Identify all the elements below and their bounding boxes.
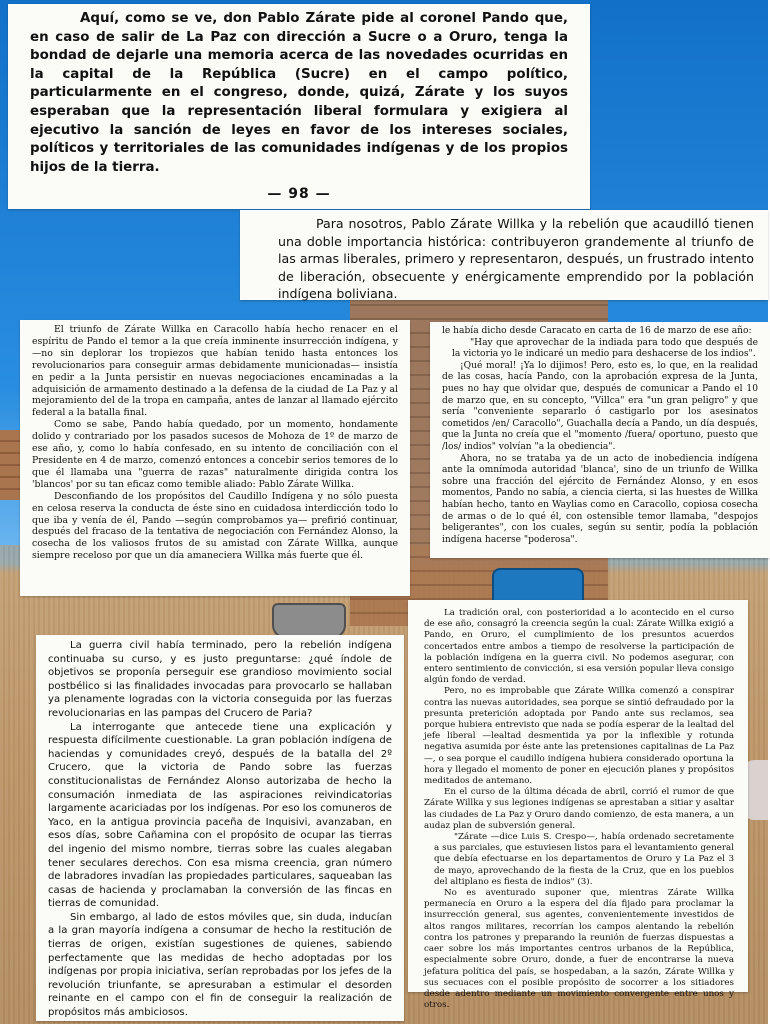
scan-clipping-5 [36,635,404,1021]
scan3-paragraph: Desconfiando de los propósitos del Caudillo Indígena y no sólo puesta en celosa reserva la conducta de éste sino en cuidadosa interdicción todo lo que iba y venía de él, Pando —según comprobamos ya— prefirió continuar, después del fracaso de la tentativa de negociación con Fernández Alonso, la cosecha de los valiosos frutos de su amistad con Zárate Willka, aunque siempre receloso por que un día amaneciera Willka más fuerte que él. [32,490,398,562]
scan3-paragraph: El triunfo de Zárate Willka en Caracollo había hecho renacer en el espíritu de Pando el temor a la que creía inminente insurrección indígena, y —no sin deplorar los tropiezos que habían tenido hasta entonces los revolucionarios para conseguir armas debidamente municionadas— insistía en pedir a la Junta persistir en nuevas negociaciones encaminadas a la adquisición de armamento destinado a la defensa de la ciudad de La Paz y al mejoramiento del de la tropa en campaña, antes de lanzar al llamado ejército federal a la batalla final. [32,324,398,419]
scan-clipping-3 [20,320,410,596]
scan4-quote: "Hay que aprovechar de la indiada para todo que después de la victoria yo le indicaré un medio para deshacerse de los indios". [452,337,758,360]
scan1-text: Aquí, como se ve, don Pablo Zárate pide al coronel Pando que, en caso de salir de La Paz con dirección a Sucre o a Oruro, tenga la bondad de dejarle una memoria acerca de las novedades ocurridas en la capital de la República (Sucre) en el campo político, particularmente en el congreso, donde, quizá, Zárate y los suyos esperaban que la representación liberal formulara y exigiera al ejecutivo la sanción de leyes en favor de los intereses sociales, políticos y territoriales de las comunidades indígenas y de los propios hijos de la tierra. [30,11,568,175]
scan6-paragraph: En el curso de la última década de abril, corrió el rumor de que Zárate Willka y sus legiones indígenas se aprestaban a sitiar y asaltar las ciudades de La Paz y Oruro dando comienzo, de esta manera, a un audaz plan de subversión general. [424,787,734,831]
scan-page-98 [8,4,590,209]
scan6-quote: "Zárate —dice Luis S. Crespo—, había ordenado secretamente a sus parciales, que estuviesen listos para el levantamiento general que debía efectuarse en los departamentos de Oruro y La Paz el 3 de mayo, aprovechando de la fiesta de la Cruz, que en los pueblos del altiplano es fiesta de indios" (3). [434,832,734,887]
page-number: — 98 — [267,186,331,203]
scan5-paragraph: Sin embargo, al lado de estos móviles que, sin duda, inducían a la gran mayoría indígena a consumar de hecho la restitución de tierras de origen, existían sugestiones de quienes, sabiendo perfectamente que las medidas de hecho adoptadas por los indígenas por propia iniciativa, serían reprobadas por los jefes de la revolución triunfante, se apresuraban a estimular el desorden reinante en el campo con el fin de conseguir la realización de propósitos más ambiciosos. [48,911,392,1019]
scan-clipping-4 [430,322,770,558]
scan-clipping-6 [408,600,748,1011]
scan4-intro: le había dicho desde Caracato en carta de 16 de marzo de ese año: [442,326,752,336]
scan6-paragraph: Pero, no es improbable que Zárate Willka comenzó a conspirar contra las nuevas autoridades, sea porque se sintió defraudado por la presunta preterición adoptada por Pando ante sus reclamos, sea porque hubiera entrevisto que nada se podía esperar de la lealtad del jefe liberal —lealtad desmentida ya por la inflexible y rotunda negativa asumida por éste ante las pretensiones capitalinas de La Paz—, o sea porque el caudillo indígena hubiera considerado oportuna la hora y llegado el momento de poner en ejecución planes y propósitos meditados de antemano. [424,686,734,787]
scan5-paragraph: La guerra civil había terminado, pero la rebelión indígena continuaba su curso, y es justo preguntarse: ¿qué índole de objetivos se proponía perseguir ese grandioso movimiento social postbélico si las finalidades invocadas para provocarlo se hallaban ya plenamente logradas con la victoria conseguida por las fuerzas revolucionarias en las pampas del Crucero de Paria? [48,640,392,719]
cooking-pot [272,603,346,639]
scan6-paragraph: La tradición oral, con posterioridad a lo acontecido en el curso de ese año, consagró la creencia según la cual: Zárate Willka exigió a Pando, en Oruro, el cumplimiento de los presuntos acuerdos concertados entre ambos a tiempo de resolverse la participación de la población indígena en la guerra civil. No podemos asegurar, con entero sentimiento de convicción, si esa versión popular lleva consigo algún fondo de verdad. [424,608,734,686]
scan6-paragraph: No es aventurado suponer que, mientras Zárate Willka permanecía en Oruro a la espera del día fijado para proclamar la insurrección general, sus agentes, convenientemente investidos de altos rangos militares, recorrían los campos alentando la rebelión contra los patrones y preparando la reunión de fuerzas dispuestas a caer sobre los más importantes centros urbanos de la República, especialmente sobre Oruro, donde, a fuer de encontrarse la nueva jefatura política del país, se hospedaban, a la sazón, Zárate Willka y sus secuaces con el posible propósito de socorrer a los sitiadores desde adentro mediante un movimiento convergente entre unos y otros. [424,888,734,1011]
adobe-wall-left [0,430,22,500]
scan4-paragraph: ¡Qué moral! ¡Ya lo dijimos! Pero, esto es, lo que, en la realidad de las cosas, hacía Pando, con la aprobación expresa de la Junta, pues no hay que olvidar que, después de comunicar a Pando el 10 de marzo que, en su concepto, "Villca" era "un gran peligro" y que sería "conveniente separarlo ó castigarlo por los asesinatos cometidos /en/ Caracollo", Guachalla decía a Pando, un día después, que la Junta no creía que el "momento /fuera/ oportuno, puesto que /los/ indios" volvían "a la obediencia". [442,360,758,452]
scan5-paragraph: La interrogante que antecede tiene una explicación y respuesta difícilmente cuestionable. La gran población indígena de haciendas y comunidades creyó, después de la batalla del 2º Crucero, que la victoria de Pando sobre las fuerzas constitucionalistas de Fernández Alonso autorizaba de hecho la consumación inmediata de las aspiraciones reivindicatorias largamente acariciadas por los indígenas. Por eso los comuneros de Yaco, en la antigua provincia paceña de Inquisivi, avanzaban, en esos días, sobre Cañamina con el propósito de ocupar las tierras del ingenio del mismo nombre, tierras sobre las cuales alegaban tener seculares derechos. Con esa misma creencia, gran número de labradores invadían las propiedades particulares, saqueaban las casas de hacienda y proclamaban la conversión de las fincas en tierras de comunidad. [48,721,392,910]
scan3-paragraph: Como se sabe, Pando había quedado, por un momento, hondamente dolido y contrariado por los pasados sucesos de Mohoza de 1º de marzo de ese año, y, como lo había confesado, en su intento de conciliación con el Presidente en 4 de marzo, comenzó entonces a concebir serios temores de lo que él llamaba una "guerra de razas" naturalmente dirigida contra los 'blancos' por su tan eficaz como temible aliado: Pablo Zárate Willka. [32,419,398,490]
scan-clipping-2 [240,210,768,300]
scan2-text: Para nosotros, Pablo Zárate Willka y la rebelión que acaudilló tienen una doble importancia histórica: contribuyeron grandemente al triunfo de las armas liberales, primero y representaron, después, un frustrado intento de liberación, obsecuente y enérgicamente emprendido por la población indígena boliviana. [278,216,754,302]
scan4-paragraph: Ahora, no se trataba ya de un acto de inobediencia indígena ante la omnímoda autoridad 'blanca', sino de un triunfo de Willka sobre una fracción del ejército de Fernández Alonso, y en esos momentos, Pando no sabía, a ciencia cierta, si las huestes de Willka habían hecho, tanto en Waylias como en Caracollo, copiosa cosecha de armas o de lo qué él, con ostensible temor llamaba, "despojos beligerantes", con los cuales, según su sentir, podía la población indígena hacerse "poderosa". [442,453,758,545]
